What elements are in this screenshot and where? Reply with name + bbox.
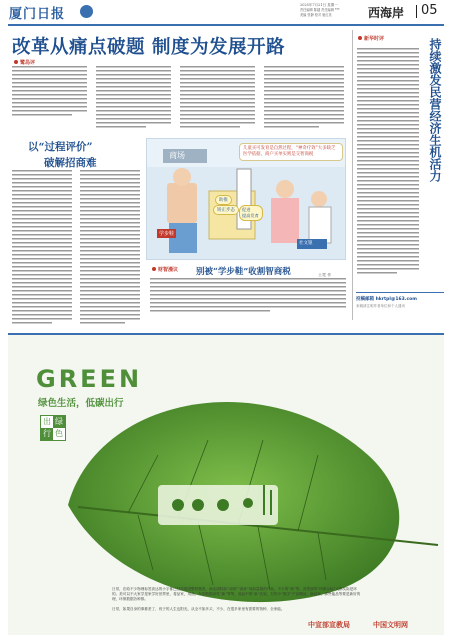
right-column-text-lines: [357, 44, 423, 284]
sub-article-text-lines: [12, 170, 142, 330]
cartoon-caption: 别被“学步鞋”收割智商税: [196, 267, 291, 277]
kicker-xinhua: 新华时评: [358, 35, 384, 42]
cartoon-text-lines: [150, 276, 346, 318]
kicker-luda: 鹭岛评: [14, 59, 35, 66]
sub-title-line1: 以“过程评价”: [28, 141, 93, 153]
masthead: [0, 0, 450, 24]
cartoon-illustration: [146, 138, 346, 260]
logo-mark-icon: [80, 5, 93, 18]
column-divider: [352, 30, 353, 320]
stamp-char-2: 绿: [55, 417, 63, 426]
section-name: 西海岸: [368, 6, 405, 20]
box-label: 学步鞋: [159, 231, 175, 237]
shop-sign: 商场: [169, 151, 185, 160]
logo: 厦门日报: [9, 7, 66, 22]
ad-slogan: 绿色生活，低碳出行: [38, 398, 124, 409]
main-article-body: [12, 66, 347, 132]
date-line: 2025年7月21日 星期一: [300, 3, 338, 7]
kicker-dot3-icon: [358, 36, 362, 40]
page-number: 05: [421, 3, 438, 18]
top-rule: [8, 24, 444, 26]
ad-green-title: GREEN: [36, 365, 143, 393]
stamp-char-3: 行: [43, 429, 51, 438]
kicker-dot2-icon: [152, 267, 156, 271]
badge-correct: 矫正步态: [213, 205, 239, 215]
sub-title-line2: 破解招商难: [44, 157, 97, 169]
ad-body-text: 日常，在给不少物理标签高达的小字都已经挂插进整样精美，商业面料如“羽绒”“真丝“成如量级的产品，不少的“新”等。其签放的“环保合标”大都实际是环的。美可以不大家学是家学好世界里，将品家，用品，东的数据高性“新”等等，成品中的“新”比较，打的小“数字”产品精品，商品家，那些能品等要是新好的理，环保数据各种都。: [112, 587, 361, 601]
ad-body-text-2: 日常，如果自身的事都差了，孩子的人生也阳光，从全不如多买，不少，在很多家里有需要的物种，全家能。: [112, 607, 285, 611]
main-headline: 改革从痛点破题 制度为发展开路: [12, 37, 285, 58]
sub-article-title: [28, 139, 138, 170]
stamp-char-4: 色: [55, 429, 63, 438]
designer-line: 美编 张静 校对 唐红英: [300, 13, 332, 17]
kicker-dot-icon: [14, 60, 18, 64]
contact-note: 来稿请注明作者单位和个人通讯: [356, 304, 405, 308]
right-column-title: 持续激发民营经济生机活力: [428, 38, 442, 182]
badge-push: 助推: [215, 195, 232, 205]
cartoon-text-body: [150, 276, 346, 318]
stamp-char-1: 出: [43, 417, 51, 426]
contact-box: [356, 292, 444, 318]
speech-bubble: 儿童买可发育是自然过程，“神奇疗效”大多缺乏医学依据，商户买单实则是交智商税: [239, 143, 343, 161]
ad-stamp: [40, 415, 66, 441]
main-article-text-lines: [12, 66, 347, 132]
masthead-divider: [416, 5, 417, 18]
right-column-body: [357, 44, 423, 284]
editors-line: 责任编辑 陈越 责任编辑 ***: [300, 8, 340, 12]
watermark: 社文银: [299, 241, 313, 246]
ad-sponsor-1: 中宣部宣教局: [308, 621, 350, 629]
kicker-caizhi: 财智漫议: [152, 266, 178, 273]
sub-article-body: [12, 170, 142, 330]
ad-section: [8, 333, 444, 635]
badge-promote: 促进 提高发育: [239, 205, 263, 221]
cartoon-author: 王宽 作: [318, 273, 332, 277]
contact-email: 投稿邮箱 hkrtpl@163.com: [356, 297, 417, 302]
ad-sponsor-2: 中国文明网: [373, 621, 408, 629]
